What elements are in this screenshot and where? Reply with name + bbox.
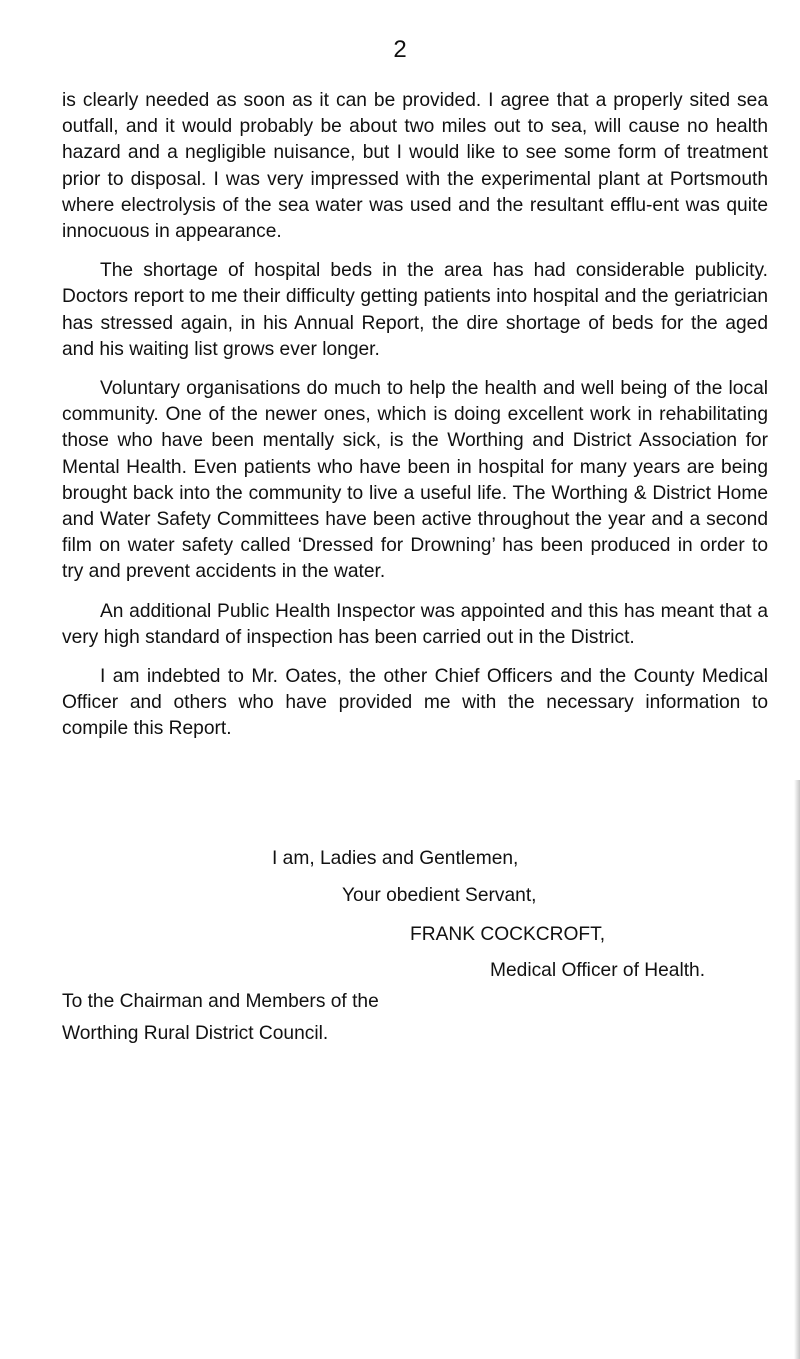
- page-edge-shadow: [794, 780, 800, 1359]
- closing-valediction: Your obedient Servant,: [342, 885, 537, 906]
- paragraph-voluntary-organisations: Voluntary organisations do much to help the health and well being of the local community. One of the newer ones, which is doing excellent work in rehabilitating those who have been mentally sick, is the Worthing and District Association for Mental Health. Even patients who have been in hospital for many years are being brought back into the community to live a useful life. The Worthing & District Home and Water Safety Committees have been active throughout the year and a second film on water safety called ‘Dressed for Drowning’ has been produced in order to try and prevent accidents in the water.: [62, 378, 768, 583]
- paragraph-sea-outfall: is clearly needed as soon as it can be provided. I agree that a properly sited sea outfall, and it would probably be about two miles out to sea, will cause no health hazard and a negligible nuisance, but I would like to see some form of treatment prior to disposal. I was very impressed with the experimental plant at Portsmouth where electrolysis of the sea water was used and the resultant efflu-ent was quite innocuous in appearance.: [62, 90, 768, 243]
- addressee-line-1: To the Chairman and Members of the: [62, 991, 379, 1012]
- closing-salutation: I am, Ladies and Gentlemen,: [272, 848, 519, 869]
- page-number: 2: [393, 36, 407, 63]
- signatory-name: FRANK COCKCROFT,: [410, 924, 606, 945]
- letter-body: [62, 88, 768, 756]
- paragraph-acknowledgements: I am indebted to Mr. Oates, the other Chief Officers and the County Medical Officer and others who have provided me with the necessary information to compile this Report.: [62, 666, 768, 740]
- paragraph-hospital-beds: The shortage of hospital beds in the area has had considerable publicity. Doctors report to me their difficulty getting patients into hospital and the geriatrician has stressed again, in his Annual Report, the dire shortage of beds for the aged and his waiting list grows ever longer.: [62, 260, 768, 360]
- signatory-title: Medical Officer of Health.: [490, 960, 706, 981]
- paragraph-public-health-inspector: An additional Public Health Inspector was appointed and this has meant that a very high standard of inspection has been carried out in the District.: [62, 600, 768, 648]
- addressee-line-2: Worthing Rural District Council.: [62, 1023, 329, 1044]
